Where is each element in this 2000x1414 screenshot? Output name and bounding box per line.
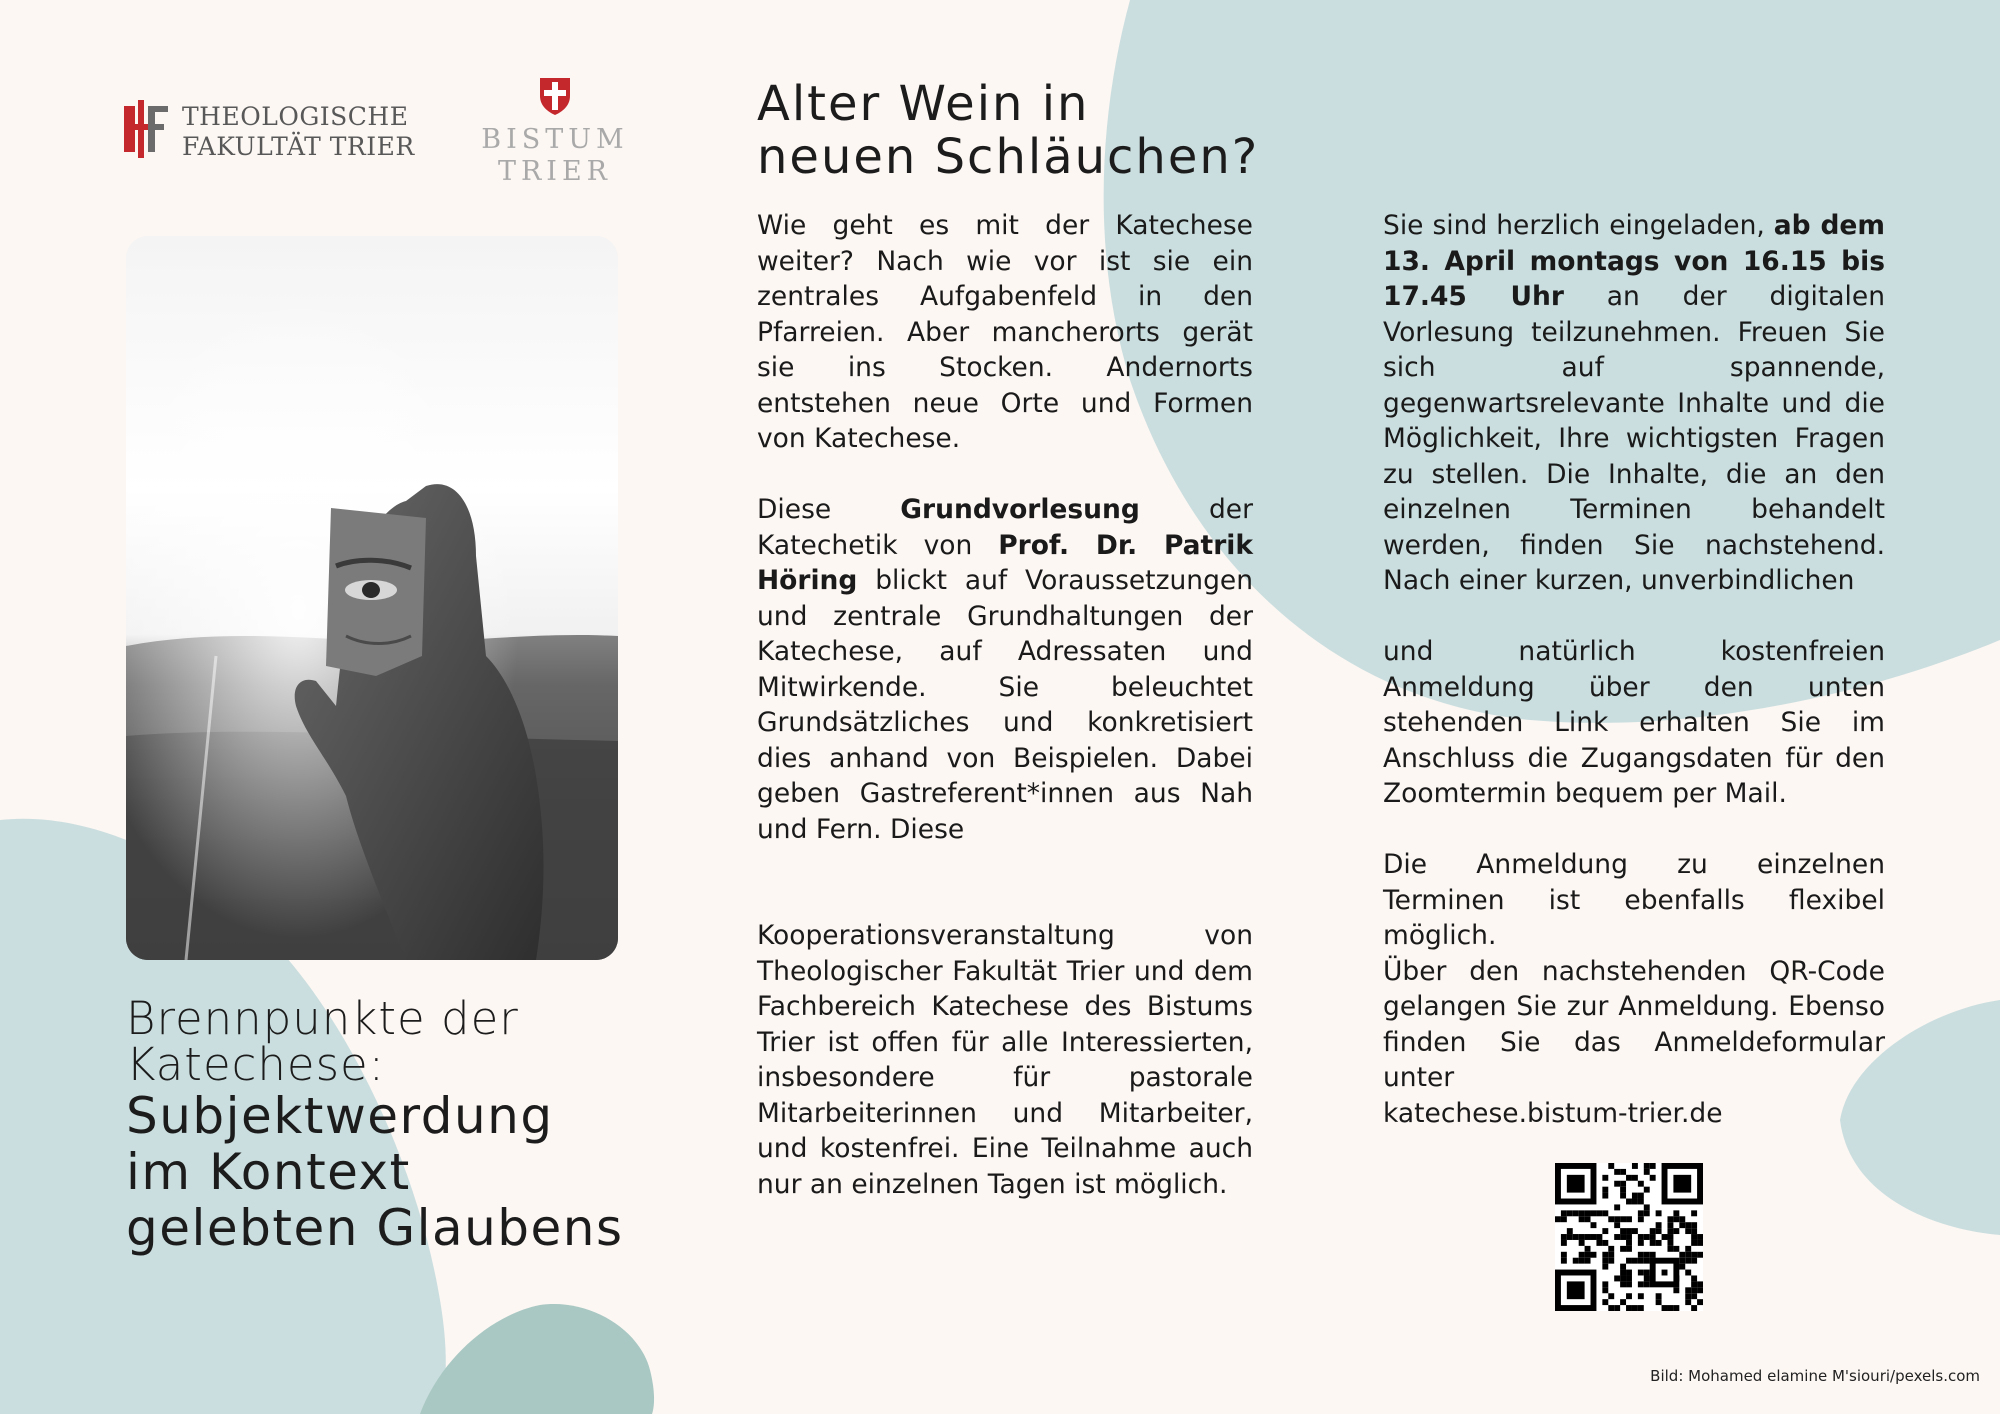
lecture-text-d: blickt auf Voraussetzungen und zentrale Grundhaltungen der Katechese, auf Adressaten und Mitwirkende. Sie beleuchtet Grundsätzliches und konkretisiert dies anhand von Beispielen. Dabei geben Gastreferent*innen aus Nah und Fern. Diese (757, 565, 1253, 845)
lecture-paragraph (757, 492, 1253, 847)
faculty-logo-icon (124, 100, 168, 158)
right-column (1383, 208, 1885, 1131)
subtitle-line-1: Subjektwerdung (126, 1087, 554, 1145)
faculty-name-line1: THEOLOGISCHE (182, 102, 409, 131)
intro-paragraph: Wie geht es mit der Katechese weiter? Nach wie vor ist sie ein zentrales Aufgabenfeld in den Pfarreien. Aber mancherorts gerät sie ins Stocken. Andernorts entstehen neue Orte und Formen von Katechese. (757, 210, 1253, 454)
shield-cross-icon (538, 76, 572, 116)
subtitle-line-3: gelebten Glaubens (126, 1199, 624, 1257)
lecture-text-c: der Katechetik von (757, 494, 1253, 561)
qr-code[interactable] (1555, 1163, 1703, 1311)
lecture-text-a: Diese (757, 494, 901, 525)
faculty-name-line2: FAKULTÄT TRIER (182, 132, 415, 161)
title-line-1: Brennpunkte der (126, 992, 519, 1045)
middle-column (757, 208, 1253, 1202)
bistum-name-line2: TRIER (497, 156, 613, 187)
lecturer-name: Prof. Dr. Patrik Höring (757, 529, 1253, 596)
qr-paragraph: Über den nachstehenden QR-Code gelangen Sie zur Anmeldung. Ebenso finden Sie das Anmeldeformular unter (1383, 955, 1885, 1093)
photo-credit: Bild: Mohamed elamine M'siouri/pexels.com (1650, 1367, 1980, 1385)
bistum-logo (480, 76, 630, 186)
lecture-title: Grundvorlesung (900, 494, 1140, 525)
schedule-highlight: ab dem 13. April montags von 16.15 bis 17.45 Uhr (1383, 210, 1886, 312)
heading-line-1: Alter Wein in (757, 76, 1090, 132)
registration-paragraph: und natürlich kostenfreien Anmeldung über den unten stehenden Link erhalten Sie im Anschluss die Zugangsdaten für den Zoomtermin bequem per Mail. (1383, 636, 1885, 809)
middle-heading (757, 78, 1317, 184)
flexible-registration-paragraph: Die Anmeldung zu einzelnen Terminen ist ebenfalls flexibel möglich. (1383, 849, 1885, 951)
heading-line-2: neuen Schläuchen? (757, 129, 1260, 185)
title-line-2: Katechese: (126, 1038, 385, 1091)
bistum-name-line1: BISTUM (481, 124, 629, 155)
cover-photo (126, 236, 618, 960)
invitation-text-a: Sie sind herzlich eingeladen, (1383, 210, 1774, 241)
invitation-text-c: an der digitalen Vorlesung teilzunehmen. Freuen Sie sich auf spannende, gegenwartsrelevante Inhalte und die Möglichkeit, Ihre wichtigsten Fragen zu stellen. Die Inhalte, die an den einzelnen Terminen behandelt werden, finden Sie nachstehend. Nach einer kurzen, unverbindlichen (1383, 281, 1885, 596)
left-title-block (126, 992, 686, 1257)
registration-url[interactable]: katechese.bistum-trier.de (1383, 1097, 1723, 1129)
qr-code-icon (1555, 1163, 1703, 1311)
subtitle-line-2: im Kontext (126, 1143, 411, 1201)
faculty-logo (124, 96, 424, 166)
cooperation-paragraph: Kooperationsveranstaltung von Theologischer Fakultät Trier und dem Fachbereich Katechese des Bistums Trier ist offen für alle Interessierten, insbesondere für pastorale Mitarbeiterinnen und Mitarbeiter, und kostenfrei. Eine Teilnahme auch nur an einzelnen Tagen ist möglich. (757, 920, 1253, 1200)
invitation-paragraph (1383, 208, 1885, 599)
